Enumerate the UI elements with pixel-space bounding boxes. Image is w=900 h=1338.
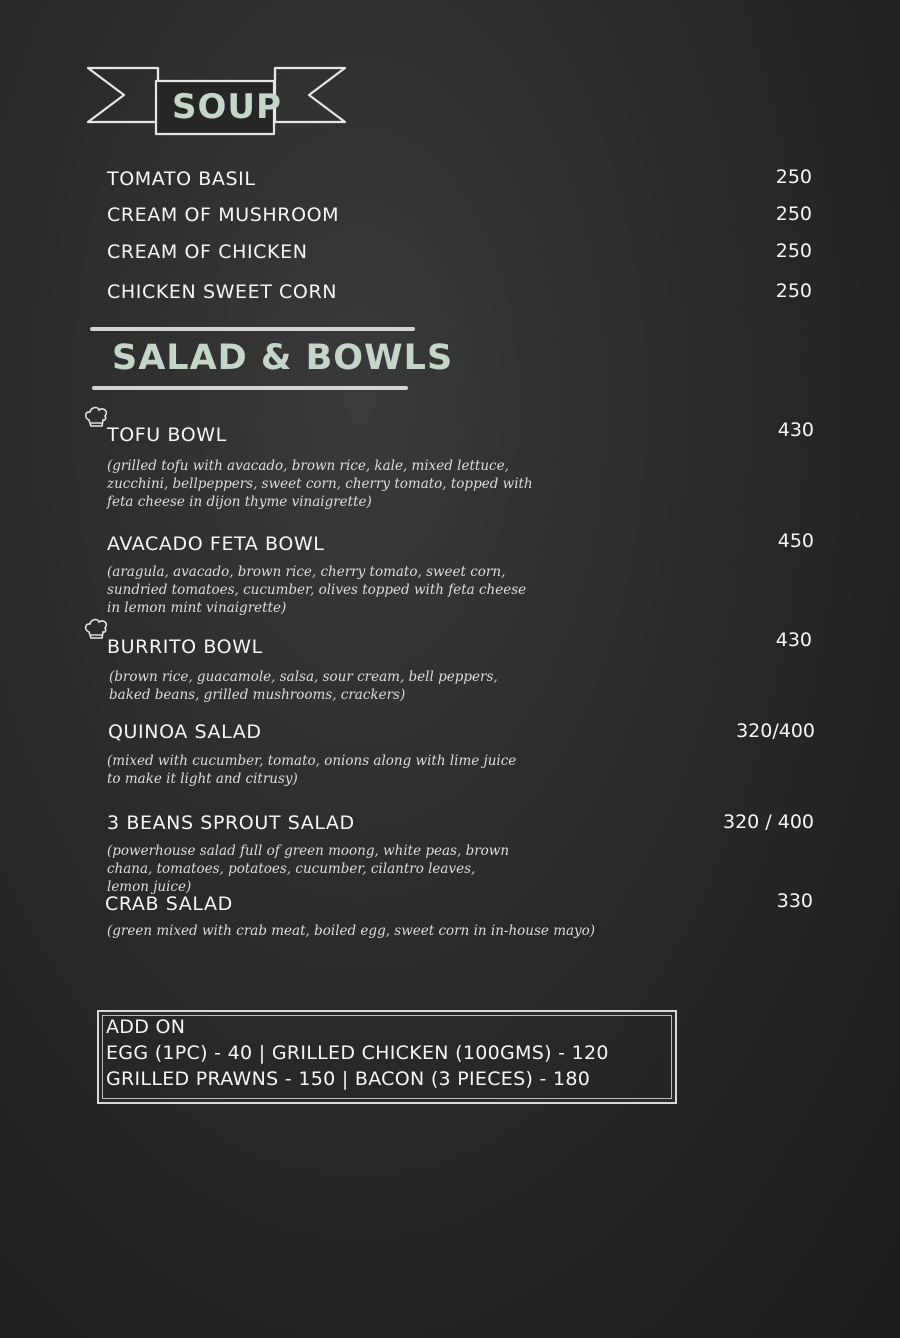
salad-title-bottom-rule: [92, 386, 408, 390]
menu-item-name: CREAM OF CHICKEN: [107, 241, 308, 263]
menu-item-name: CHICKEN SWEET CORN: [107, 281, 338, 303]
menu-item-description: (aragula, avacado, brown rice, cherry tomato, sweet corn, sundried tomatoes, cucumber, olives topped with feta cheese in lemon mint vinaigrette): [107, 564, 527, 616]
menu-item-price: 250: [775, 240, 812, 262]
menu-item-price: 450: [777, 530, 814, 552]
menu-item-name: TOMATO BASIL: [107, 168, 256, 190]
menu-item-description: (mixed with cucumber, tomato, onions along with lime juice to make it light and citrusy): [107, 753, 517, 787]
menu-item-description: (green mixed with crab meat, boiled egg, sweet corn in in-house mayo): [107, 923, 596, 939]
menu-item-price: 430: [777, 419, 814, 441]
addon-line-2: GRILLED PRAWNS - 150 | BACON (3 PIECES) - 180: [106, 1068, 591, 1090]
menu-item-price: 430: [775, 629, 812, 651]
menu-item-name: CREAM OF MUSHROOM: [107, 204, 340, 226]
menu-item-name: QUINOA SALAD: [108, 721, 262, 743]
menu-item-price: 250: [775, 203, 812, 225]
menu-item-price: 250: [775, 166, 812, 188]
salad-title: SALAD & BOWLS: [112, 338, 454, 378]
menu-item-price: 320 / 400: [722, 811, 814, 833]
addon-line-1: EGG (1PC) - 40 | GRILLED CHICKEN (100GMS) - 120: [106, 1042, 609, 1064]
menu-item-name: 3 BEANS SPROUT SALAD: [107, 812, 355, 834]
menu-item-description: (grilled tofu with avacado, brown rice, kale, mixed lettuce, zucchini, bellpeppers, sweet corn, cherry tomato, topped with feta cheese in dijon thyme vinaigrette): [107, 458, 533, 510]
soup-title: SOUP: [172, 87, 282, 127]
menu-item-description: (brown rice, guacamole, salsa, sour cream, bell peppers, baked beans, grilled mushrooms, crackers): [109, 669, 498, 703]
menu-item-name: AVACADO FETA BOWL: [107, 533, 325, 555]
menu-item-name: BURRITO BOWL: [107, 636, 263, 658]
addon-title: ADD ON: [106, 1016, 186, 1038]
menu-item-name: TOFU BOWL: [107, 424, 227, 446]
menu-item-price: 250: [775, 280, 812, 302]
menu-item-price: 330: [776, 890, 813, 912]
salad-title-top-rule: [90, 327, 415, 331]
menu-item-price: 320/400: [736, 720, 815, 742]
menu-item-description: (powerhouse salad full of green moong, white peas, brown chana, tomatoes, potatoes, cucumber, cilantro leaves, lemon juice): [107, 843, 510, 895]
menu-item-name: CRAB SALAD: [105, 893, 233, 915]
